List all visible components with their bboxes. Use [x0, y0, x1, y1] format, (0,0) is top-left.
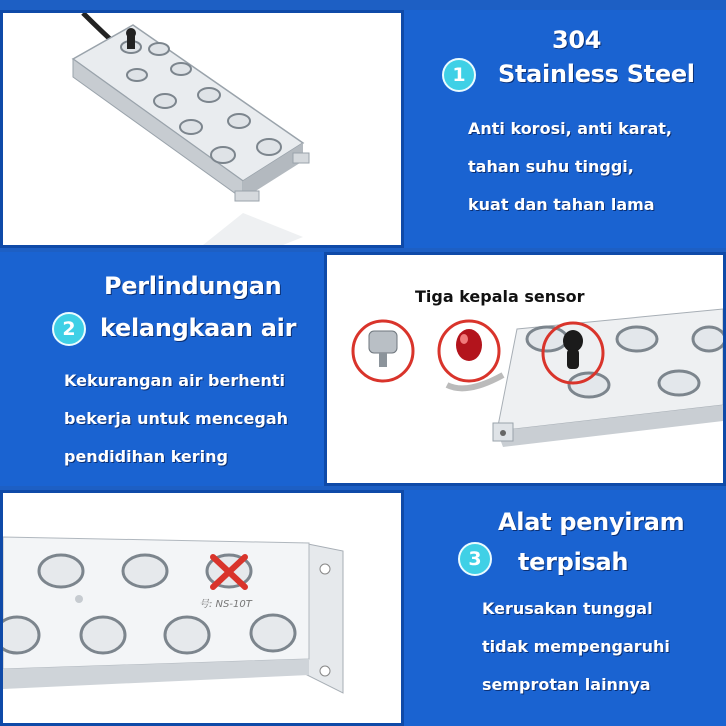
sensor-photo: [327, 255, 723, 483]
section-title-line1: Alat penyiram: [498, 508, 685, 536]
section-number-badge: 2: [52, 312, 86, 346]
section-title-line2: kelangkaan air: [100, 314, 297, 342]
section-title-line1: Perlindungan: [104, 272, 282, 300]
sensor-label: Tiga kepala sensor: [415, 287, 585, 306]
section-number-badge: 1: [442, 58, 476, 92]
section-title-line1: 304: [552, 26, 602, 54]
model-label: 号: NS-10T: [199, 599, 252, 610]
feature-panel-2: [0, 252, 324, 486]
desc-line: Anti korosi, anti karat,: [468, 119, 672, 138]
section-2: [0, 252, 726, 486]
desc-line: tidak mempengaruhi: [482, 637, 670, 656]
desc-line: pendidihan kering: [64, 447, 228, 466]
section-1: [0, 10, 726, 248]
product-photo-panel: [0, 10, 404, 248]
mist-maker-photo: [3, 13, 401, 245]
desc-line: semprotan lainnya: [482, 675, 651, 694]
section-number-badge: 3: [458, 542, 492, 576]
section-title-line2: Stainless Steel: [498, 60, 695, 88]
section-title-line2: terpisah: [518, 548, 629, 576]
desc-line: tahan suhu tinggi,: [468, 157, 634, 176]
device-closeup-panel: [0, 490, 404, 726]
desc-line: Kerusakan tunggal: [482, 599, 653, 618]
section-description: [482, 590, 670, 704]
desc-line: Kekurangan air berhenti: [64, 371, 285, 390]
feature-panel-3: [404, 490, 726, 726]
feature-panel-1: [404, 10, 726, 248]
section-3: [0, 490, 726, 726]
desc-line: kuat dan tahan lama: [468, 195, 655, 214]
section-description: [64, 362, 288, 476]
sensor-photo-panel: [324, 252, 726, 486]
desc-line: bekerja untuk mencegah: [64, 409, 289, 428]
section-description: [468, 110, 672, 224]
